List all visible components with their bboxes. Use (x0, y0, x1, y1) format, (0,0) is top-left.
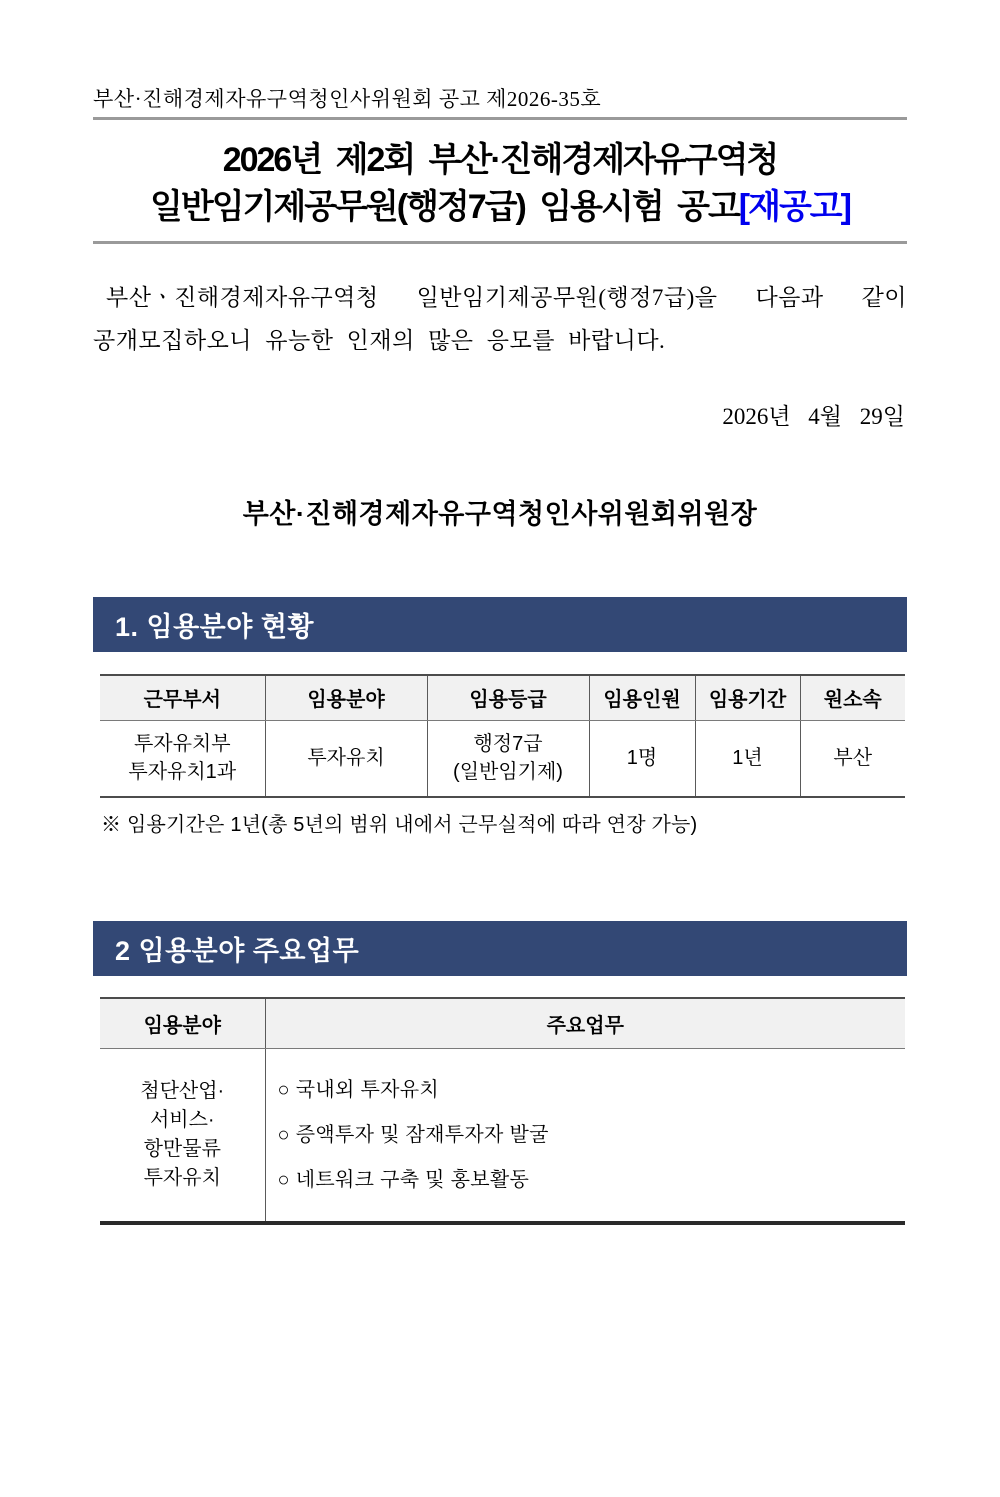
duty-item-3: ○ 네트워크 구축 및 홍보활동 (277, 1168, 530, 1191)
cell-period: 1년 (695, 720, 800, 797)
title-line2 (93, 184, 907, 231)
section1-heading-bar (93, 597, 907, 652)
section2-heading: 2 임용분야 주요업무 (115, 936, 360, 966)
col-header-origin: 원소속 (800, 675, 905, 720)
announcement-page (0, 84, 1000, 1225)
table2-header-row (100, 998, 905, 1048)
cell-field: 투자유치 (265, 720, 427, 797)
title-line2-main: 일반임기제공무원(행정7급) 임용시험 공고 (150, 188, 739, 226)
cell-grade (427, 720, 589, 797)
table2-data-row (100, 1048, 905, 1223)
main-duties-table (100, 997, 905, 1225)
cell-dept-line2: 투자유치1과 (128, 761, 237, 784)
top-divider (93, 117, 907, 120)
cell-count: 1명 (589, 720, 695, 797)
section1-heading: 1. 임용분야 현황 (115, 612, 315, 642)
field-line4: 투자유치 (143, 1166, 221, 1189)
duty-item-2: ○ 증액투자 및 잠재투자자 발굴 (277, 1123, 549, 1146)
cell-duties (265, 1048, 905, 1223)
col-header-count: 임용인원 (589, 675, 695, 720)
col-header-field2: 임용분야 (100, 998, 265, 1048)
col-header-dept: 근무부서 (100, 675, 265, 720)
employment-period-note: ※ 임용기간은 1년(총 5년의 범위 내에서 근무실적에 따라 연장 가능) (101, 814, 698, 836)
col-header-period: 임용기간 (695, 675, 800, 720)
title-line1: 2026년 제2회 부산·진해경제자유구역청 (222, 141, 778, 179)
field-line3: 항만물류 (143, 1137, 221, 1160)
employment-field-table (100, 674, 905, 798)
title-reannouncement-badge: [재공고] (738, 188, 850, 226)
cell-grade-line1: 행정7급 (473, 733, 543, 756)
col-header-grade: 임용등급 (427, 675, 589, 720)
issuer-signature: 부산·진해경제자유구역청인사위원회위원장 (242, 499, 758, 529)
announcement-date: 2026년 4월 29일 (722, 404, 905, 429)
intro-paragraph: 부산ㆍ진해경제자유구역청 일반임기제공무원(행정7급)을 다음과 같이 공개모집하오니 유능한 인재의 많은 응모를 바랍니다. (93, 285, 907, 353)
doc-number-line: 부산·진해경제자유구역청인사위원회 공고 제2026-35호 (93, 87, 602, 111)
section2-heading-bar (93, 921, 907, 976)
cell-dept-line1: 투자유치부 (133, 733, 231, 756)
cell-origin: 부산 (833, 747, 873, 770)
field-line1: 첨단산업· (140, 1079, 225, 1102)
col-header-duties: 주요업무 (265, 998, 905, 1048)
title-divider (93, 241, 907, 244)
duty-item-1: ○ 국내외 투자유치 (277, 1078, 439, 1101)
field-line2: 서비스· (149, 1108, 215, 1131)
col-header-field: 임용분야 (265, 675, 427, 720)
cell-grade-line2: (일반임기제) (453, 761, 563, 784)
table1-header-row (100, 675, 905, 720)
cell-field-multiline (100, 1048, 265, 1223)
table1-data-row (100, 720, 905, 797)
cell-dept (100, 720, 265, 797)
announcement-title (93, 137, 907, 231)
